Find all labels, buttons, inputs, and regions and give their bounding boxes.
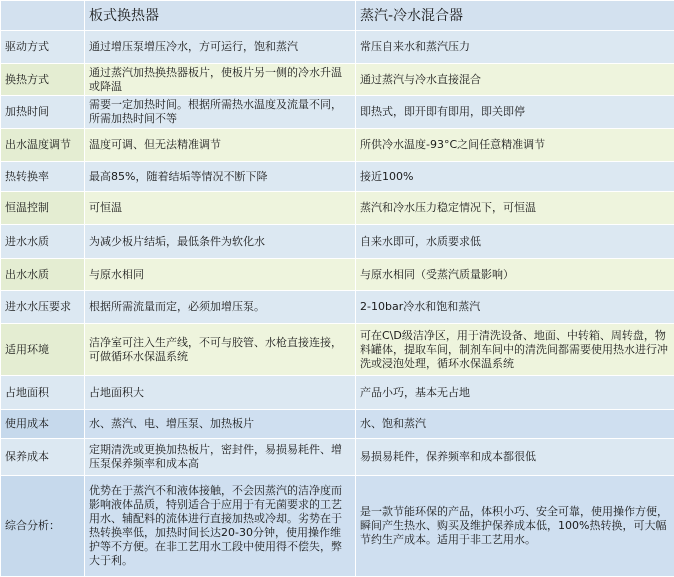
- table-row: [1, 376, 674, 410]
- table-row: [1, 225, 674, 259]
- table-row: [1, 31, 674, 64]
- cell-a: 根据所需流量而定，必须加增压泵。: [85, 291, 356, 324]
- cell-a: 占地面积大: [85, 376, 356, 410]
- cell-b: 水、饱和蒸汽: [356, 410, 674, 439]
- table-row: [1, 192, 674, 225]
- cell-b: 自来水即可，水质要求低: [356, 225, 674, 259]
- table-row: [1, 64, 674, 96]
- row-label: 加热时间: [1, 96, 85, 129]
- row-label: 出水温度调节: [1, 129, 85, 162]
- table-row: [1, 259, 674, 291]
- row-label: 热转换率: [1, 162, 85, 192]
- header-corner: [1, 1, 85, 31]
- cell-b: 易损易耗件，保养频率和成本都很低: [356, 439, 674, 476]
- table-row: [1, 410, 674, 439]
- cell-a: 温度可调、但无法精准调节: [85, 129, 356, 162]
- row-label: 换热方式: [1, 64, 85, 96]
- cell-b: 是一款节能环保的产品，体积小巧、安全可靠，使用操作方便，瞬间产生热水、购买及维护保养成本低，100%热转换，可大幅节约生产成本。适用于非工艺用水。: [356, 476, 674, 577]
- row-label: 进水水质: [1, 225, 85, 259]
- cell-b: 通过蒸汽与冷水直接混合: [356, 64, 674, 96]
- cell-b: 即热式，即开即有即用，即关即停: [356, 96, 674, 129]
- cell-a: 优势在于蒸汽不和液体接触，不会因蒸汽的洁净度而影响液体品质，特别适合于应用于有无菌要求的工艺用水、辅配料的流体进行直接加热或冷却。劣势在于热转换率低，加热时间长达20-30分钟，使用操作维护等不方便。在非工艺用水工段中使用得不偿失，弊大于利。: [85, 476, 356, 577]
- row-label: 出水水质: [1, 259, 85, 291]
- cell-a: 通过蒸汽加热换热器板片，使板片另一侧的冷水升温或降温: [85, 64, 356, 96]
- cell-a: 最高85%，随着结垢等情况不断下降: [85, 162, 356, 192]
- cell-a: 定期清洗或更换加热板片，密封件，易损易耗件、增压泵保养频率和成本高: [85, 439, 356, 476]
- cell-b: 所供冷水温度-93°C之间任意精准调节: [356, 129, 674, 162]
- header-row: [1, 1, 674, 31]
- cell-a: 可恒温: [85, 192, 356, 225]
- table-row: [1, 162, 674, 192]
- row-label: 保养成本: [1, 439, 85, 476]
- header-steam-water-mixer: 蒸汽-冷水混合器: [356, 1, 674, 31]
- table-row: [1, 324, 674, 376]
- cell-a: 通过增压泵增压冷水，方可运行，饱和蒸汽: [85, 31, 356, 64]
- row-label: 进水水压要求: [1, 291, 85, 324]
- cell-b: 可在C\D级洁净区，用于清洗设备、地面、中转箱、周转盘，物料罐体，提取车间，制剂车间中的清洗间都需要使用热水进行冲洗或浸泡处理，循环水保温系统: [356, 324, 674, 376]
- cell-a: 水、蒸汽、电、增压泵、加热板片: [85, 410, 356, 439]
- cell-b: 产品小巧，基本无占地: [356, 376, 674, 410]
- table-row: [1, 439, 674, 476]
- cell-a: 为减少板片结垢，最低条件为软化水: [85, 225, 356, 259]
- table-row: [1, 96, 674, 129]
- row-label: 综合分析：: [1, 476, 85, 577]
- cell-a: 需要一定加热时间。根据所需热水温度及流量不同，所需加热时间不等: [85, 96, 356, 129]
- row-label: 占地面积: [1, 376, 85, 410]
- cell-b: 接近100%: [356, 162, 674, 192]
- cell-b: 蒸汽和冷水压力稳定情况下，可恒温: [356, 192, 674, 225]
- row-label: 适用环境: [1, 324, 85, 376]
- row-label: 恒温控制: [1, 192, 85, 225]
- table-row: [1, 476, 674, 577]
- cell-b: 2-10bar冷水和饱和蒸汽: [356, 291, 674, 324]
- table-row: [1, 291, 674, 324]
- cell-a: 与原水相同: [85, 259, 356, 291]
- header-plate-heat-exchanger: 板式换热器: [85, 1, 356, 31]
- cell-a: 洁净室可注入生产线，不可与胶管、水枪直接连接，可做循环水保温系统: [85, 324, 356, 376]
- row-label: 驱动方式: [1, 31, 85, 64]
- cell-b: 常压自来水和蒸汽压力: [356, 31, 674, 64]
- table-row: [1, 129, 674, 162]
- cell-b: 与原水相同（受蒸汽质量影响）: [356, 259, 674, 291]
- row-label: 使用成本: [1, 410, 85, 439]
